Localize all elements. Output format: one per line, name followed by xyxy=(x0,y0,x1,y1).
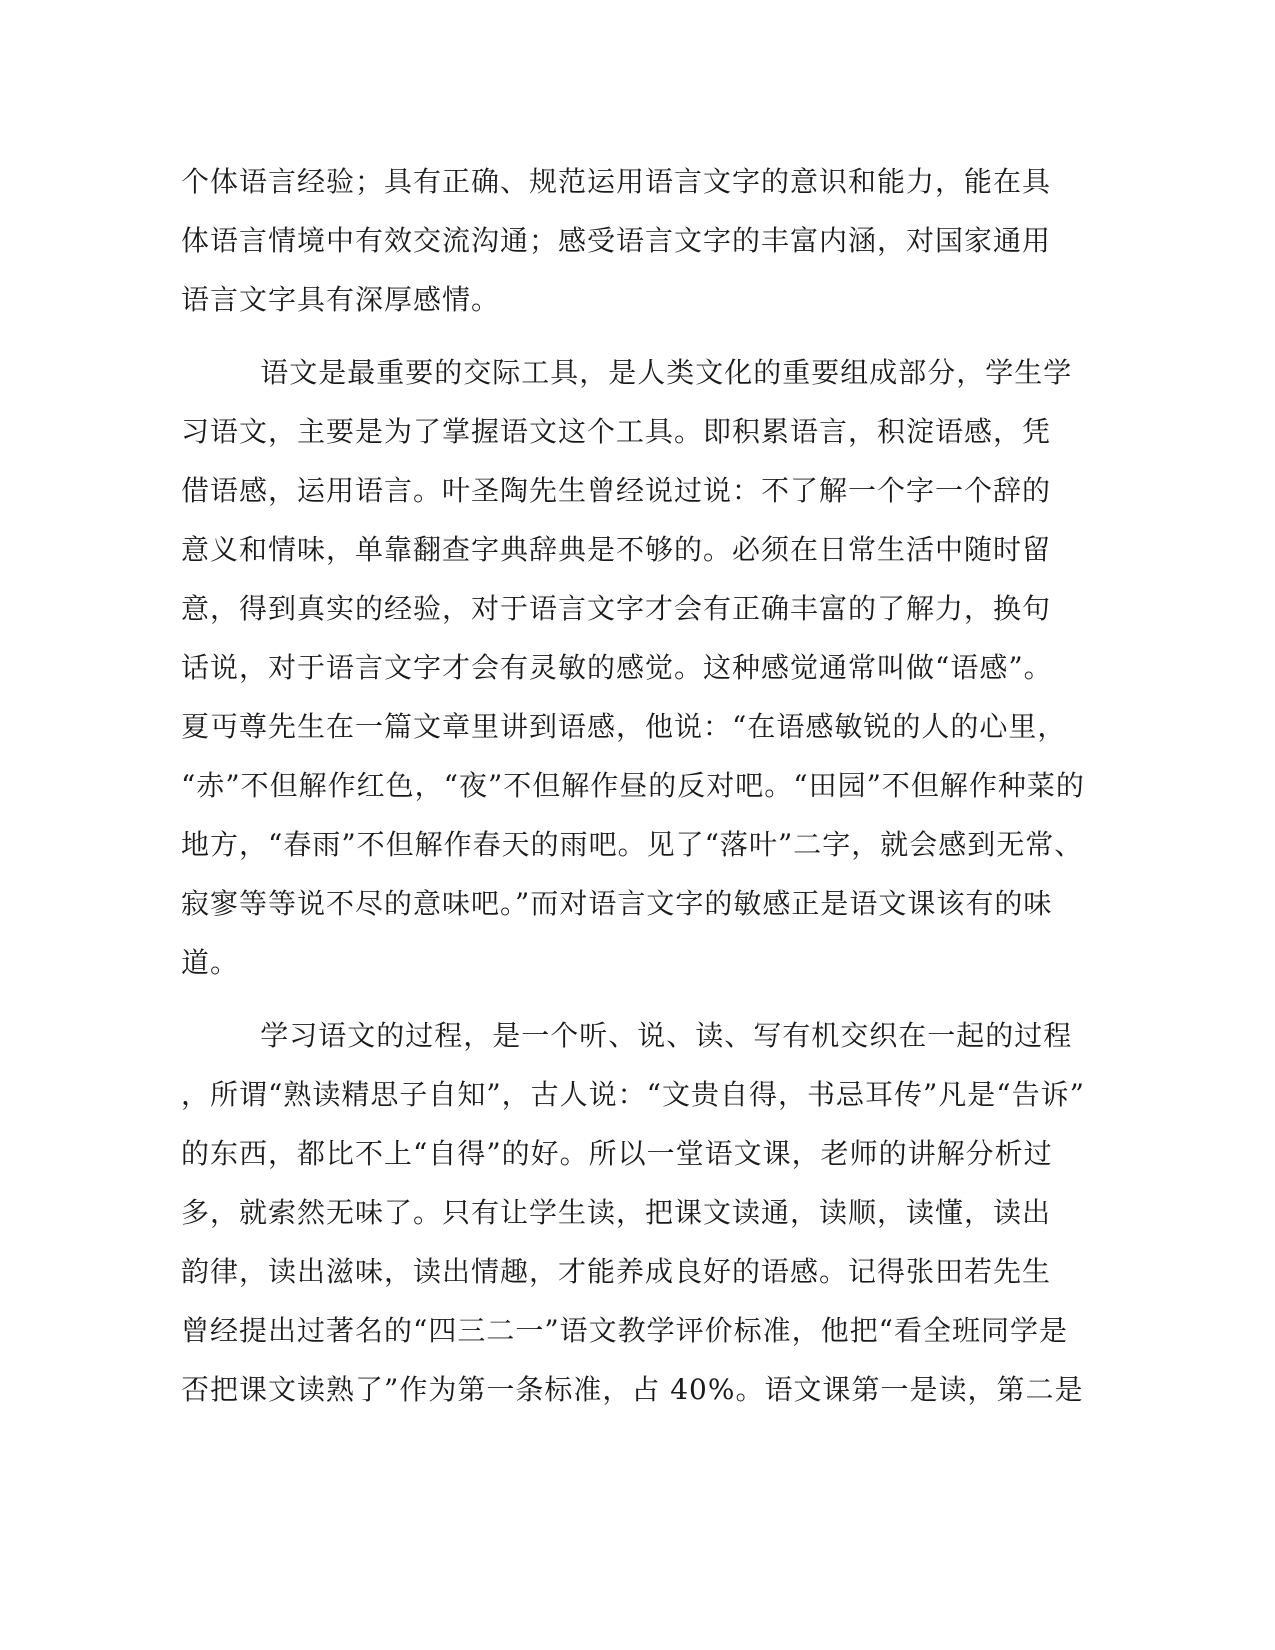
body-text xyxy=(181,160,1085,1427)
text-line: 曾经提出过著名的“四三二一”语文教学评价标准，他把“看全班同学是 xyxy=(181,1314,1068,1347)
text-line: 地方，“春雨”不但解作春天的雨吧。见了“落叶”二字，就会感到无常、 xyxy=(181,828,1084,861)
paragraph xyxy=(181,1014,1085,1427)
paragraph xyxy=(181,351,1085,1000)
text-line: 意义和情味，单靠翻查字典辞典是不够的。必须在日常生活中随时留 xyxy=(181,533,1052,566)
text-line: 夏丏尊先生在一篇文章里讲到语感，他说：“在语感敏锐的人的心里， xyxy=(181,710,1067,743)
text-line: 习语文，主要是为了掌握语文这个工具。即积累语言，积淀语感，凭 xyxy=(181,415,1052,448)
paragraph-gap xyxy=(181,1000,1041,1014)
text-line: 语言文字具有深厚感情。 xyxy=(181,283,501,316)
text-line: 学习语文的过程，是一个听、说、读、写有机交织在一起的过程 xyxy=(181,1019,1073,1052)
text-line: 韵律，读出滋味，读出情趣，才能养成良好的语感。记得张田若先生 xyxy=(181,1255,1052,1288)
paragraph xyxy=(181,160,1052,337)
paragraph-gap xyxy=(181,337,1041,351)
text-line: 道。 xyxy=(181,946,240,979)
text-line: ，所谓“熟读精思子自知”，古人说：“文贵自得，书忌耳传”凡是“告诉” xyxy=(181,1078,1085,1111)
text-line: 意，得到真实的经验，对于语言文字才会有正确丰富的了解力，换句 xyxy=(181,592,1052,625)
text-line: 个体语言经验；具有正确、规范运用语言文字的意识和能力，能在具 xyxy=(181,165,1052,198)
text-line: 多，就索然无味了。只有让学生读，把课文读通，读顺，读懂，读出 xyxy=(181,1196,1052,1229)
text-line: 借语感，运用语言。叶圣陶先生曾经说过说：不了解一个字一个辞的 xyxy=(181,474,1052,507)
text-line: “赤”不但解作红色，“夜”不但解作昼的反对吧。“田园”不但解作种菜的 xyxy=(181,769,1085,802)
text-line: 语文是最重要的交际工具，是人类文化的重要组成部分，学生学 xyxy=(181,356,1073,389)
text-line: 体语言情境中有效交流沟通；感受语言文字的丰富内涵，对国家通用 xyxy=(181,224,1052,257)
text-line: 的东西，都比不上“自得”的好。所以一堂语文课，老师的讲解分析过 xyxy=(181,1137,1053,1170)
text-line: 话说，对于语言文字才会有灵敏的感觉。这种感觉通常叫做“语感”。 xyxy=(181,651,1053,684)
text-line: 寂寥等等说不尽的意味吧。”而对语言文字的敏感正是语文课该有的味 xyxy=(181,887,1053,920)
text-line: 否把课文读熟了”作为第一条标准，占 40%。语文课第一是读，第二是 xyxy=(181,1373,1084,1406)
